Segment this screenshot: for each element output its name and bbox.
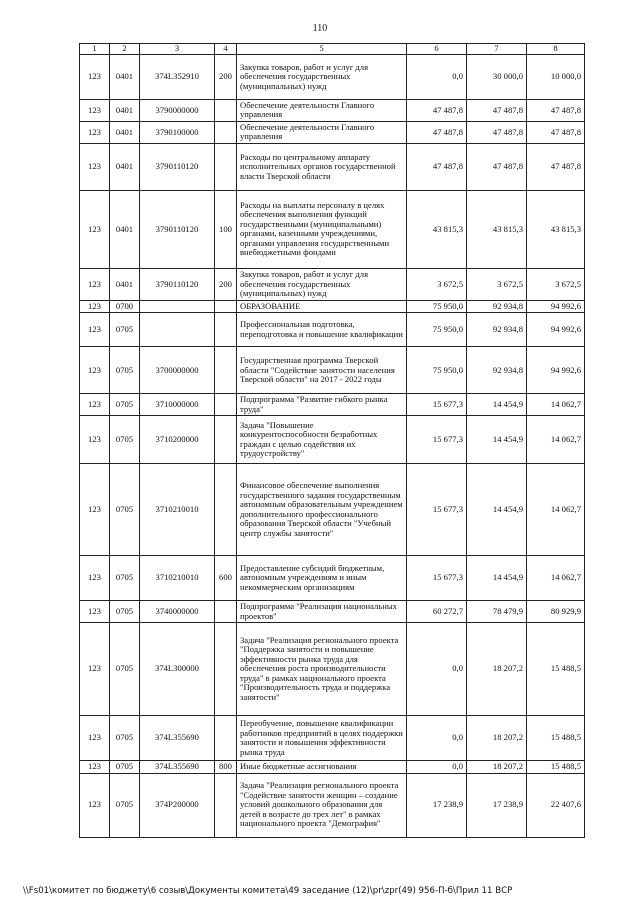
section-code-cell: 0401 <box>110 55 140 100</box>
amount-2021-cell: 14 454,9 <box>467 464 527 556</box>
section-code-cell: 0401 <box>110 143 140 190</box>
amount-2021-cell: 47 487,8 <box>467 100 527 122</box>
amount-2022-cell: 14 062,7 <box>527 556 585 601</box>
amount-2022-cell: 10 000,0 <box>527 55 585 100</box>
expense-type-cell: 200 <box>215 55 237 100</box>
section-code-cell: 0401 <box>110 121 140 143</box>
section-code-cell: 0401 <box>110 100 140 122</box>
amount-2022-cell: 15 488,5 <box>527 623 585 716</box>
amount-2021-cell: 78 479,9 <box>467 601 527 623</box>
description-cell: Расходы по центральному аппарату исполнительных органов государственной власти Тверской области <box>237 143 407 190</box>
expense-type-cell <box>215 143 237 190</box>
amount-2021-cell: 43 815,3 <box>467 190 527 268</box>
table-row <box>80 394 585 416</box>
column-header: 1 <box>80 44 110 55</box>
target-article-cell: 3710210010 <box>140 464 215 556</box>
table-row <box>80 716 585 761</box>
amount-2021-cell: 14 454,9 <box>467 394 527 416</box>
expense-type-cell <box>215 601 237 623</box>
admin-code-cell: 123 <box>80 300 110 312</box>
admin-code-cell: 123 <box>80 773 110 837</box>
admin-code-cell: 123 <box>80 190 110 268</box>
amount-2022-cell: 22 407,6 <box>527 773 585 837</box>
amount-2020-cell: 17 238,9 <box>407 773 467 837</box>
description-cell: ОБРАЗОВАНИЕ <box>237 300 407 312</box>
expense-type-cell <box>215 300 237 312</box>
target-article-cell: 374L355690 <box>140 716 215 761</box>
target-article-cell: 3710210010 <box>140 556 215 601</box>
expense-type-cell <box>215 623 237 716</box>
amount-2020-cell: 75 950,0 <box>407 313 467 347</box>
description-cell: Закупка товаров, работ и услуг для обеспечения государственных (муниципальных) нужд <box>237 268 407 300</box>
amount-2022-cell: 3 672,5 <box>527 268 585 300</box>
amount-2022-cell: 47 487,8 <box>527 121 585 143</box>
description-cell: Закупка товаров, работ и услуг для обеспечения государственных (муниципальных) нужд <box>237 55 407 100</box>
description-cell: Профессиональная подготовка, переподготовка и повышение квалификации <box>237 313 407 347</box>
column-header: 4 <box>215 44 237 55</box>
target-article-cell: 3790110120 <box>140 268 215 300</box>
amount-2020-cell: 15 677,3 <box>407 394 467 416</box>
description-cell: Расходы на выплаты персоналу в целях обеспечения выполнения функций государственными (муниципальными) органами, казенными учреждениями, органами управления государственными внебюджетными фондами <box>237 190 407 268</box>
section-code-cell: 0705 <box>110 313 140 347</box>
amount-2020-cell: 0,0 <box>407 716 467 761</box>
section-code-cell: 0705 <box>110 416 140 464</box>
admin-code-cell: 123 <box>80 347 110 394</box>
column-header: 8 <box>527 44 585 55</box>
expense-type-cell <box>215 416 237 464</box>
amount-2021-cell: 30 000,0 <box>467 55 527 100</box>
admin-code-cell: 123 <box>80 601 110 623</box>
amount-2022-cell: 94 992,6 <box>527 300 585 312</box>
column-header: 5 <box>237 44 407 55</box>
amount-2022-cell: 47 487,8 <box>527 143 585 190</box>
amount-2020-cell: 75 950,0 <box>407 347 467 394</box>
target-article-cell: 3740000000 <box>140 601 215 623</box>
target-article-cell: 374L355690 <box>140 761 215 773</box>
description-cell: Задача "Повышение конкурентоспособности безработных граждан с целью содействия их трудоустройству" <box>237 416 407 464</box>
target-article-cell <box>140 313 215 347</box>
table-header-row <box>80 44 585 55</box>
expense-type-cell: 600 <box>215 556 237 601</box>
description-cell: Задача "Реализация регионального проекта "Содействие занятости женщин – создание условий дошкольного образования для детей в возрасте до трех лет" в рамках национального проекта "Демография" <box>237 773 407 837</box>
target-article-cell: 3790110120 <box>140 143 215 190</box>
amount-2021-cell: 18 207,2 <box>467 623 527 716</box>
table-row <box>80 121 585 143</box>
table-row <box>80 773 585 837</box>
admin-code-cell: 123 <box>80 761 110 773</box>
page-number: 110 <box>312 23 328 34</box>
amount-2020-cell: 47 487,8 <box>407 121 467 143</box>
table-row <box>80 601 585 623</box>
table-row <box>80 464 585 556</box>
description-cell: Обеспечение деятельности Главного управления <box>237 121 407 143</box>
section-code-cell: 0705 <box>110 716 140 761</box>
table-row <box>80 313 585 347</box>
amount-2021-cell: 14 454,9 <box>467 556 527 601</box>
section-code-cell: 0705 <box>110 347 140 394</box>
expense-type-cell <box>215 394 237 416</box>
amount-2021-cell: 92 934,8 <box>467 347 527 394</box>
amount-2020-cell: 15 677,3 <box>407 556 467 601</box>
amount-2020-cell: 75 950,0 <box>407 300 467 312</box>
table-row <box>80 347 585 394</box>
expense-type-cell <box>215 773 237 837</box>
amount-2021-cell: 18 207,2 <box>467 716 527 761</box>
target-article-cell: 3710000000 <box>140 394 215 416</box>
expense-type-cell: 100 <box>215 190 237 268</box>
table-row <box>80 143 585 190</box>
expense-type-cell <box>215 121 237 143</box>
description-cell: Подпрограмма "Реализация национальных проектов" <box>237 601 407 623</box>
column-header: 7 <box>467 44 527 55</box>
footer-file-path: \\Fs01\комитет по бюджету\6 созыв\Документы комитета\49 заседание (12)\pr\zpr(49) 956-П-б\Прил 11 ВСР <box>23 886 513 896</box>
target-article-cell: 3790100000 <box>140 121 215 143</box>
section-code-cell: 0705 <box>110 394 140 416</box>
description-cell: Переобучение, повышение квалификации работников предприятий в целях поддержки занятости и повышения эффективности рынка труда <box>237 716 407 761</box>
expense-type-cell <box>215 347 237 394</box>
expense-type-cell <box>215 313 237 347</box>
amount-2020-cell: 60 272,7 <box>407 601 467 623</box>
amount-2020-cell: 3 672,5 <box>407 268 467 300</box>
description-cell: Финансовое обеспечение выполнения государственного задания государственным автономным образовательным учреждением дополнительного профессионального образования Тверской области "Учебный центр службы занятости" <box>237 464 407 556</box>
amount-2022-cell: 43 815,3 <box>527 190 585 268</box>
table-row <box>80 761 585 773</box>
section-code-cell: 0705 <box>110 623 140 716</box>
amount-2020-cell: 15 677,3 <box>407 416 467 464</box>
amount-2022-cell: 94 992,6 <box>527 313 585 347</box>
description-cell: Задача "Реализация регионального проекта "Поддержка занятости и повышение эффективности рынка труда для обеспечения роста производительности труда" в рамках национального проекта "Производительность труда и поддержка занятости" <box>237 623 407 716</box>
table-row <box>80 190 585 268</box>
target-article-cell: 374L352910 <box>140 55 215 100</box>
amount-2020-cell: 0,0 <box>407 623 467 716</box>
target-article-cell: 374L300000 <box>140 623 215 716</box>
amount-2022-cell: 14 062,7 <box>527 394 585 416</box>
amount-2022-cell: 47 487,8 <box>527 100 585 122</box>
target-article-cell <box>140 300 215 312</box>
amount-2021-cell: 3 672,5 <box>467 268 527 300</box>
admin-code-cell: 123 <box>80 55 110 100</box>
section-code-cell: 0700 <box>110 300 140 312</box>
amount-2020-cell: 43 815,3 <box>407 190 467 268</box>
column-header: 6 <box>407 44 467 55</box>
admin-code-cell: 123 <box>80 464 110 556</box>
table-row <box>80 268 585 300</box>
section-code-cell: 0401 <box>110 190 140 268</box>
amount-2022-cell: 94 992,6 <box>527 347 585 394</box>
table-row <box>80 55 585 100</box>
amount-2022-cell: 80 929,9 <box>527 601 585 623</box>
amount-2021-cell: 92 934,8 <box>467 313 527 347</box>
table-row <box>80 300 585 312</box>
description-cell: Предоставление субсидий бюджетным, автономным учреждениям и иным некоммерческим организациям <box>237 556 407 601</box>
amount-2021-cell: 17 238,9 <box>467 773 527 837</box>
admin-code-cell: 123 <box>80 121 110 143</box>
admin-code-cell: 123 <box>80 100 110 122</box>
amount-2021-cell: 18 207,2 <box>467 761 527 773</box>
admin-code-cell: 123 <box>80 313 110 347</box>
table-row <box>80 100 585 122</box>
amount-2022-cell: 14 062,7 <box>527 464 585 556</box>
amount-2020-cell: 15 677,3 <box>407 464 467 556</box>
amount-2021-cell: 92 934,8 <box>467 300 527 312</box>
amount-2021-cell: 47 487,8 <box>467 143 527 190</box>
admin-code-cell: 123 <box>80 556 110 601</box>
table-row <box>80 416 585 464</box>
amount-2020-cell: 0,0 <box>407 55 467 100</box>
target-article-cell: 374P200000 <box>140 773 215 837</box>
amount-2021-cell: 14 454,9 <box>467 416 527 464</box>
table-row <box>80 623 585 716</box>
description-cell: Государственная программа Тверской области "Содействие занятости населения Тверской области" на 2017 - 2022 годы <box>237 347 407 394</box>
table-row <box>80 556 585 601</box>
column-header: 3 <box>140 44 215 55</box>
target-article-cell: 3790000000 <box>140 100 215 122</box>
target-article-cell: 3710200000 <box>140 416 215 464</box>
expense-type-cell <box>215 716 237 761</box>
section-code-cell: 0705 <box>110 556 140 601</box>
admin-code-cell: 123 <box>80 394 110 416</box>
description-cell: Обеспечение деятельности Главного управления <box>237 100 407 122</box>
target-article-cell: 3790110120 <box>140 190 215 268</box>
section-code-cell: 0705 <box>110 773 140 837</box>
admin-code-cell: 123 <box>80 268 110 300</box>
target-article-cell: 3700000000 <box>140 347 215 394</box>
expense-type-cell <box>215 100 237 122</box>
amount-2020-cell: 47 487,8 <box>407 100 467 122</box>
admin-code-cell: 123 <box>80 623 110 716</box>
description-cell: Подпрограмма "Развитие гибкого рынка труда" <box>237 394 407 416</box>
amount-2022-cell: 15 488,5 <box>527 716 585 761</box>
section-code-cell: 0705 <box>110 601 140 623</box>
budget-table <box>79 43 585 838</box>
admin-code-cell: 123 <box>80 143 110 190</box>
expense-type-cell <box>215 464 237 556</box>
column-header: 2 <box>110 44 140 55</box>
expense-type-cell: 200 <box>215 268 237 300</box>
amount-2022-cell: 14 062,7 <box>527 416 585 464</box>
section-code-cell: 0401 <box>110 268 140 300</box>
amount-2022-cell: 15 488,5 <box>527 761 585 773</box>
amount-2020-cell: 0,0 <box>407 761 467 773</box>
description-cell: Иные бюджетные ассигнования <box>237 761 407 773</box>
section-code-cell: 0705 <box>110 464 140 556</box>
section-code-cell: 0705 <box>110 761 140 773</box>
admin-code-cell: 123 <box>80 716 110 761</box>
admin-code-cell: 123 <box>80 416 110 464</box>
amount-2020-cell: 47 487,8 <box>407 143 467 190</box>
amount-2021-cell: 47 487,8 <box>467 121 527 143</box>
expense-type-cell: 800 <box>215 761 237 773</box>
